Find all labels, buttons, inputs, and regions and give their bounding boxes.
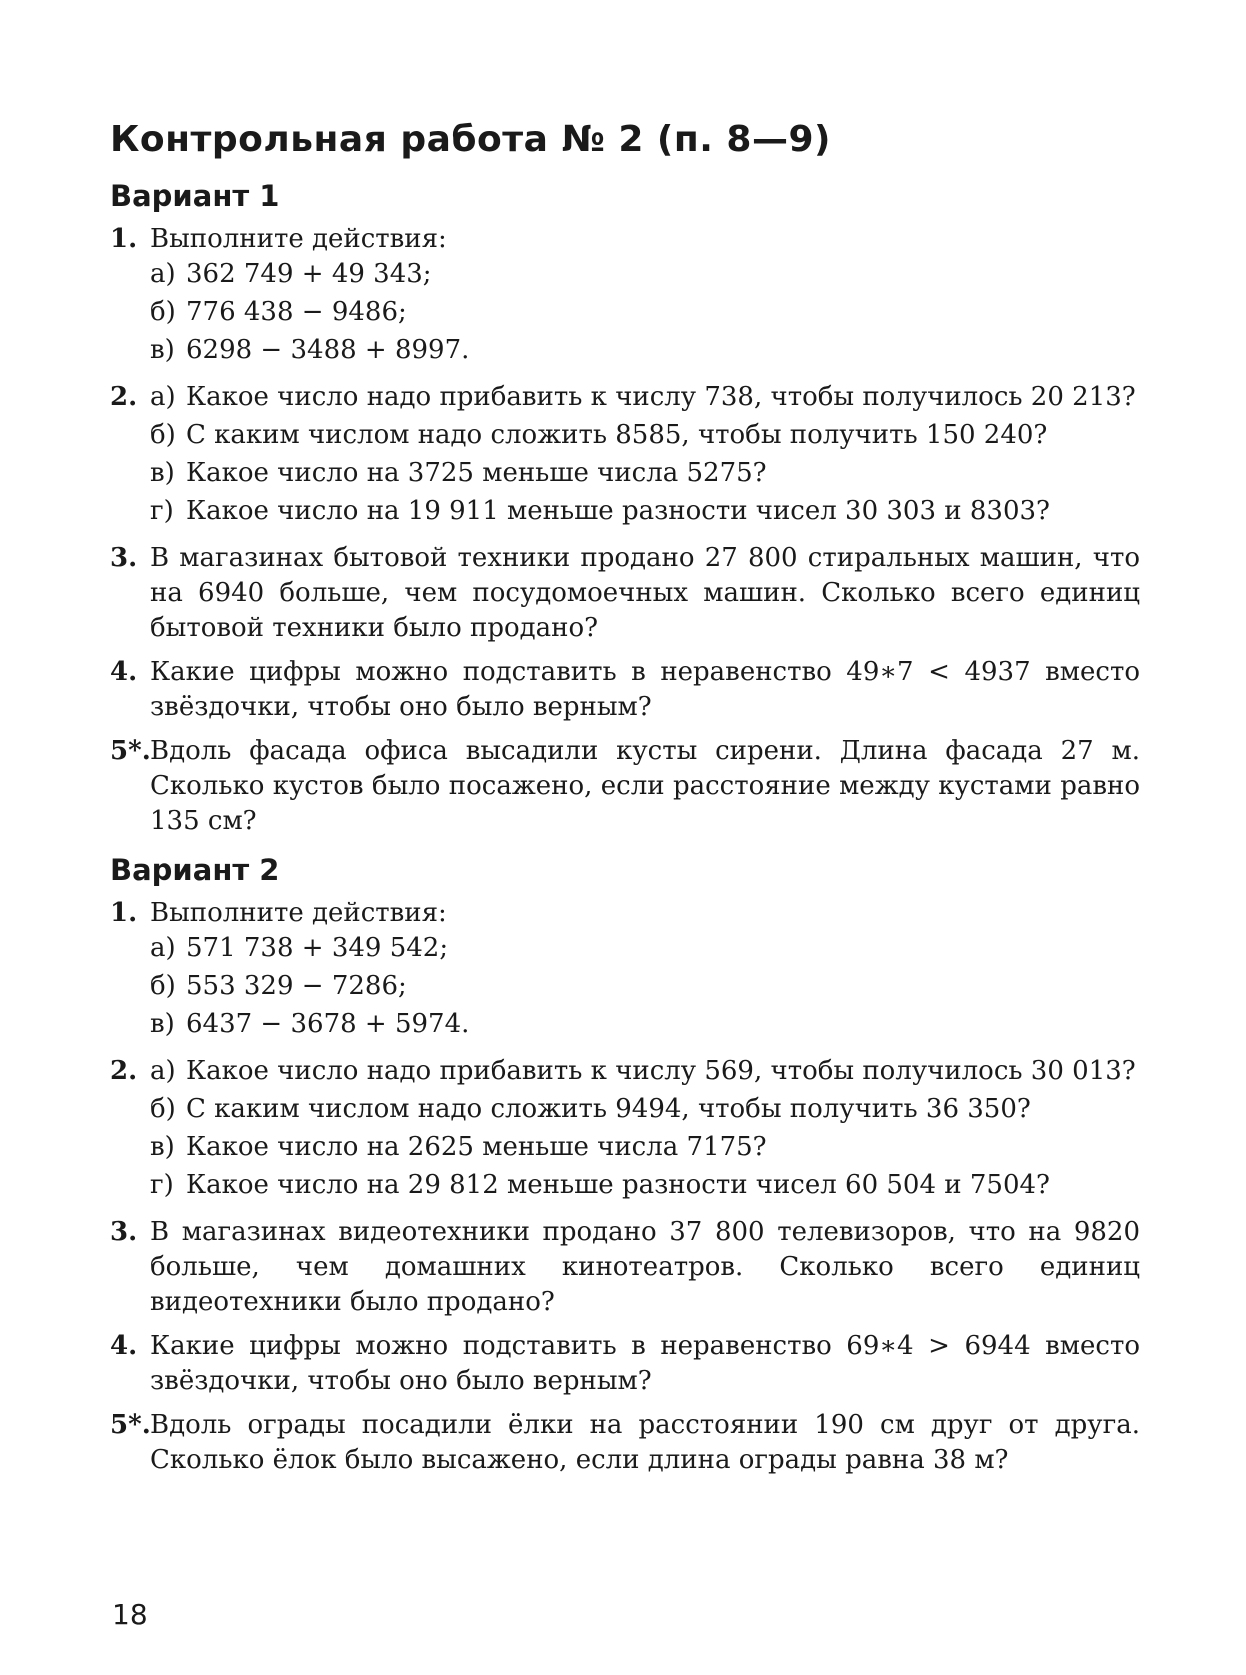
task-text: Вдоль фасада офиса высадили кусты сирени. Длина фасада 27 м. Сколько кустов было посажено, если расстояние между кустами равно 135 см?: [150, 735, 1140, 836]
task-number: 3.: [110, 542, 138, 573]
subtask: а) Какое число надо прибавить к числу 569, чтобы получилось 30 013?: [150, 1055, 1136, 1086]
variant-1: [110, 179, 1140, 839]
subtask: а) Какое число надо прибавить к числу 738, чтобы получилось 20 213?: [150, 381, 1136, 412]
task-number: 2.: [110, 381, 138, 412]
task-number: 4.: [110, 656, 138, 687]
task-4: [110, 655, 1140, 725]
task-1: [110, 222, 1140, 371]
variant-title: Вариант 2: [110, 852, 280, 887]
task-5: [110, 734, 1140, 839]
task-2: [110, 1054, 1140, 1206]
subtask: в) Какое число на 3725 меньше числа 5275?: [150, 457, 767, 488]
subtask: в) 6437 − 3678 + 5974.: [150, 1008, 470, 1039]
task-text: В магазинах бытовой техники продано 27 800 стиральных машин, что на 6940 больше, чем посудомоечных машин. Сколько всего единиц бытовой техники было продано?: [150, 542, 1140, 643]
task-number: 2.: [110, 1055, 138, 1086]
task-4: [110, 1329, 1140, 1399]
task-number: 5*.: [110, 735, 151, 766]
task-5: [110, 1408, 1140, 1478]
task-number: 1.: [110, 223, 138, 254]
task-text: Выполните действия:: [150, 223, 447, 254]
subtask: а) 362 749 + 49 343;: [150, 258, 432, 289]
subtask: б) С каким числом надо сложить 8585, чтобы получить 150 240?: [150, 419, 1048, 450]
subtask: б) 553 329 − 7286;: [150, 970, 407, 1001]
task-3: [110, 541, 1140, 646]
task-text: В магазинах видеотехники продано 37 800 телевизоров, что на 9820 больше, чем домашних кинотеатров. Сколько всего единиц видеотехники было продано?: [150, 1216, 1140, 1317]
task-2: [110, 380, 1140, 532]
task-text: Вдоль ограды посадили ёлки на расстоянии 190 см друг от друга. Сколько ёлок было высажено, если длина ограды равна 38 м?: [150, 1409, 1140, 1475]
task-number: 3.: [110, 1216, 138, 1247]
task-text: Выполните действия:: [150, 897, 447, 928]
variant-2: [110, 853, 1140, 1478]
task-3: [110, 1215, 1140, 1320]
subtask: б) С каким числом надо сложить 9494, чтобы получить 36 350?: [150, 1093, 1031, 1124]
subtask: г) Какое число на 29 812 меньше разности чисел 60 504 и 7504?: [150, 1169, 1050, 1200]
page-title: Контрольная работа № 2 (п. 8—9): [110, 119, 831, 160]
worksheet-page: [110, 118, 1140, 1487]
subtask: в) Какое число на 2625 меньше числа 7175?: [150, 1131, 767, 1162]
subtask: а) 571 738 + 349 542;: [150, 932, 449, 963]
subtask: г) Какое число на 19 911 меньше разности чисел 30 303 и 8303?: [150, 495, 1050, 526]
page-number: 18: [112, 1598, 148, 1631]
task-1: [110, 896, 1140, 1045]
subtask: в) 6298 − 3488 + 8997.: [150, 334, 470, 365]
task-number: 5*.: [110, 1409, 151, 1440]
task-text: Какие цифры можно подставить в неравенство 49∗7 < 4937 вместо звёздочки, чтобы оно было верным?: [150, 656, 1140, 722]
variant-title: Вариант 1: [110, 179, 280, 214]
task-number: 1.: [110, 897, 138, 928]
task-text: Какие цифры можно подставить в неравенство 69∗4 > 6944 вместо звёздочки, чтобы оно было верным?: [150, 1330, 1140, 1396]
task-number: 4.: [110, 1330, 138, 1361]
subtask: б) 776 438 − 9486;: [150, 296, 407, 327]
